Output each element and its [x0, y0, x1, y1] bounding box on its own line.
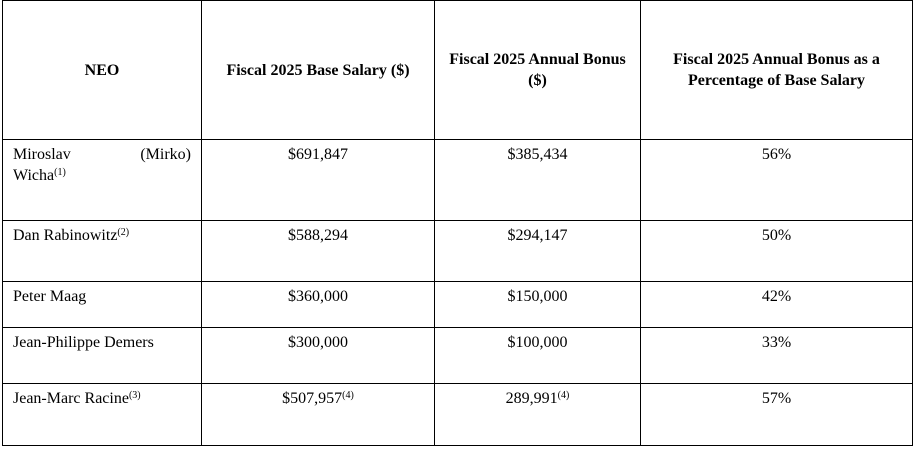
annual-bonus-value: 289,991	[505, 390, 558, 407]
neo-nickname: (Mirko)	[140, 146, 191, 163]
bonus-percentage-cell: 56%	[641, 140, 913, 221]
header-annual-bonus: Fiscal 2025 Annual Bonus ($)	[435, 1, 641, 140]
neo-name: Dan Rabinowitz	[13, 227, 118, 244]
table-row	[3, 328, 913, 384]
neo-name-cell	[3, 221, 202, 282]
compensation-table	[2, 0, 913, 446]
neo-name-cell	[3, 384, 202, 446]
annual-bonus-value: $150,000	[507, 288, 568, 305]
table-row	[3, 282, 913, 328]
annual-bonus-value: $100,000	[507, 334, 568, 351]
base-salary-value: $507,957	[282, 390, 343, 407]
bonus-percentage-cell: 42%	[641, 282, 913, 328]
footnote-marker: (1)	[54, 167, 66, 178]
bonus-percentage-cell: 33%	[641, 328, 913, 384]
annual-bonus-value: $385,434	[507, 146, 568, 163]
base-salary-value: $300,000	[288, 334, 348, 351]
neo-first-name: Miroslav	[13, 146, 71, 163]
footnote-marker: (4)	[557, 390, 570, 401]
table-header-row	[3, 1, 913, 140]
neo-name: Peter Maag	[13, 288, 87, 305]
annual-bonus-cell	[435, 282, 641, 328]
neo-name-cell	[3, 140, 202, 221]
neo-last-name: Wicha	[13, 167, 55, 184]
neo-name-cell	[3, 282, 202, 328]
footnote-marker: (3)	[128, 390, 141, 401]
base-salary-cell	[202, 384, 435, 446]
table-row	[3, 221, 913, 282]
bonus-percentage-cell: 57%	[641, 384, 913, 446]
base-salary-value: $691,847	[288, 146, 348, 163]
table-row	[3, 140, 913, 221]
header-bonus-percentage: Fiscal 2025 Annual Bonus as a Percentage of Base Salary	[641, 1, 913, 140]
annual-bonus-cell	[435, 221, 641, 282]
base-salary-cell	[202, 140, 435, 221]
neo-name-cell	[3, 328, 202, 384]
base-salary-value: $360,000	[288, 288, 348, 305]
neo-name-line	[13, 144, 191, 165]
base-salary-cell	[202, 282, 435, 328]
annual-bonus-value: $294,147	[507, 227, 568, 244]
base-salary-cell	[202, 221, 435, 282]
annual-bonus-cell	[435, 384, 641, 446]
footnote-marker: (4)	[342, 390, 354, 401]
header-base-salary: Fiscal 2025 Base Salary ($)	[202, 1, 435, 140]
annual-bonus-cell	[435, 140, 641, 221]
annual-bonus-cell	[435, 328, 641, 384]
footnote-marker: (2)	[117, 227, 130, 238]
neo-name: Jean-Philippe Demers	[13, 334, 154, 351]
bonus-percentage-cell: 50%	[641, 221, 913, 282]
table-row	[3, 384, 913, 446]
base-salary-value: $588,294	[288, 227, 348, 244]
neo-name-line-2	[13, 165, 191, 186]
header-neo: NEO	[3, 1, 202, 140]
neo-name: Jean-Marc Racine	[13, 390, 129, 407]
base-salary-cell	[202, 328, 435, 384]
